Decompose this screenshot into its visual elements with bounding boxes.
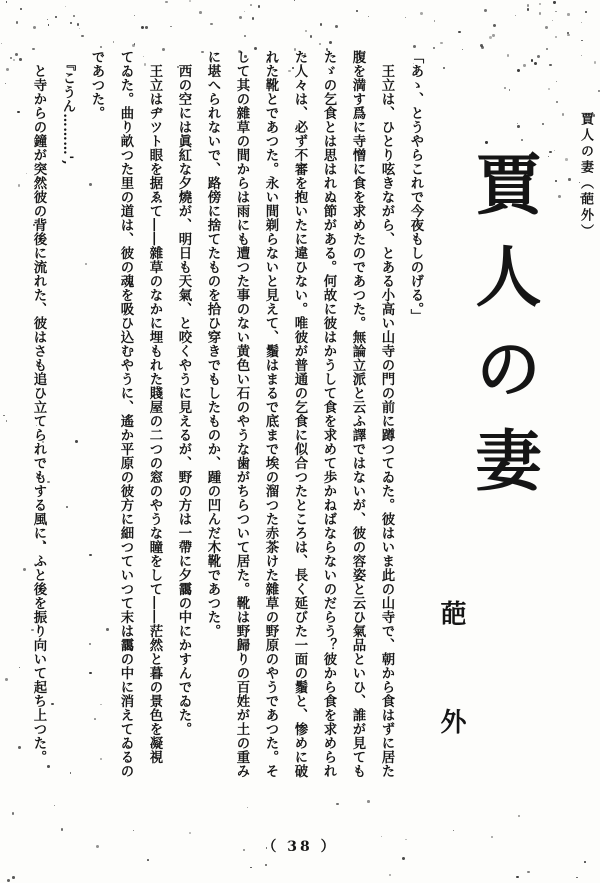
speckle (65, 6, 66, 7)
speckle (537, 55, 540, 58)
speckle (516, 876, 518, 878)
speckle (485, 141, 487, 143)
speckle (546, 48, 549, 51)
speckle (517, 125, 520, 128)
speckle (48, 24, 50, 26)
text-column: 西の空には眞紅な夕燒が、明日も天氣、と咬くやうに見えるが、野の方は一帶に夕靄の中にかすんでゐた。 (176, 50, 192, 736)
author-name: 葩外 (436, 600, 466, 816)
speckle (17, 111, 20, 114)
speckle (170, 26, 172, 28)
speckle (199, 11, 202, 14)
speckle (493, 24, 496, 27)
speckle (12, 876, 15, 879)
speckle (33, 26, 36, 29)
speckle (555, 11, 557, 13)
speckle (6, 68, 9, 71)
speckle (61, 828, 63, 830)
speckle (81, 35, 83, 37)
speckle (79, 28, 80, 29)
speckle (585, 11, 588, 14)
speckle (239, 16, 242, 19)
speckle (440, 42, 443, 45)
speckle (504, 87, 505, 88)
speckle (15, 53, 18, 56)
speckle (548, 156, 549, 157)
speckle (489, 36, 492, 39)
speckle (252, 17, 255, 20)
speckle (527, 4, 530, 7)
speckle (356, 10, 358, 12)
text-column: てゐた。曲り畝つた里の道は、彼の魂を吸ひ込むやうに、遙か平原の彼方に細つていつて末は靄の中に消えてゐるの (118, 50, 134, 778)
text-column: 王立はヂツト眼を据ゑて――雜草のなかに埋もれた賤屋の二つの窓のやうな瞳をして――茫然と暮の景色を凝視 (147, 50, 163, 764)
speckle (402, 857, 405, 860)
speckle (405, 17, 406, 18)
speckle (73, 15, 75, 17)
speckle (250, 867, 252, 869)
speckle (113, 41, 115, 43)
text-column: と寺からの鐘が突然彼の背後に流れた、彼はさも追ひ立てられでもする風に、ふと後を振り向いて起ち上つた。 (31, 50, 47, 764)
speckle (507, 54, 509, 56)
text-column: 「あゝ、とうやらこれで今夜もしのげる。」 (408, 50, 424, 324)
speckle (549, 64, 552, 67)
speckle (189, 0, 191, 2)
speckle (581, 55, 582, 56)
speckle (294, 0, 295, 1)
speckle (145, 26, 148, 29)
text-column: れた靴とであつた。永い間剃らないと見えて、鬚はまるで底まで埃の溜つた赤茶けた雜草の野原のやうであつた。そ (263, 50, 279, 778)
speckle (16, 21, 19, 24)
text-column: 腹を満す爲に寺憎に食を求めたのであつた。無論立派と云ふ譯ではないが、彼の容姿と云ひ氣品といひ、誰が見ても (350, 50, 366, 778)
speckle (244, 35, 246, 37)
speckle (453, 830, 454, 831)
speckle (521, 139, 522, 140)
speckle (548, 88, 550, 90)
speckle (568, 178, 570, 180)
speckle (77, 23, 80, 26)
text-column: 王立は、ひとり呟きながら、とある小高い山寺の門の前に蹲つてゐた。彼はいま此の山寺で、朝から食はずに居た (379, 50, 395, 778)
text-column: して其の雜草の間からは雨にも遭つた事のない黄色い石のやうな歯がちらついて居た。靴は野歸りの百姓が土の重み (234, 50, 250, 778)
speckle (320, 23, 323, 26)
speckle (553, 1, 555, 3)
speckle (562, 113, 565, 116)
speckle (3, 415, 4, 416)
speckle (539, 3, 542, 6)
speckle (420, 12, 423, 15)
speckle (244, 11, 245, 12)
speckle (484, 9, 487, 12)
speckle (6, 1, 7, 2)
speckle (55, 16, 57, 18)
speckle (433, 47, 435, 49)
speckle (555, 36, 557, 38)
text-column: 『こうん………', (60, 50, 76, 166)
speckle (531, 59, 534, 62)
speckle (576, 877, 578, 879)
speckle (413, 45, 416, 48)
speckle (523, 64, 525, 66)
speckle (518, 815, 520, 817)
text-column: た人々は、必ず不審を抱いたに違ひない。唯彼が普通の乞食に似合つたところは、長く延びた一面の鬚と、惨めに破 (292, 50, 308, 778)
speckle (554, 150, 555, 151)
speckle (368, 16, 369, 17)
speckle (134, 15, 136, 17)
speckle (319, 43, 321, 45)
speckle (492, 34, 494, 36)
speckle (542, 123, 545, 126)
speckle (5, 83, 6, 84)
speckle (265, 864, 267, 866)
speckle (443, 67, 446, 70)
speckle (47, 19, 48, 20)
speckle (310, 35, 312, 37)
speckle (515, 15, 517, 17)
speckle (517, 69, 520, 72)
speckle (19, 667, 20, 668)
speckle (527, 8, 530, 11)
speckle (594, 61, 596, 63)
speckle (6, 420, 7, 421)
speckle (329, 41, 332, 44)
speckle (165, 1, 168, 4)
speckle (556, 81, 557, 82)
speckle (549, 151, 551, 153)
speckle (545, 26, 548, 29)
page-number: （ 38 ） (262, 839, 338, 855)
speckle (70, 22, 73, 25)
speckle (462, 49, 463, 50)
body-text (24, 50, 430, 810)
speckle (147, 859, 149, 861)
speckle (581, 40, 582, 41)
speckle (458, 31, 461, 34)
speckle (565, 158, 568, 161)
speckle (19, 58, 22, 61)
speckle (133, 830, 134, 831)
speckle (567, 13, 569, 15)
speckle (581, 22, 582, 23)
speckle (1, 43, 2, 44)
running-head: 賈人の妻（葩外） (578, 112, 593, 240)
speckle (335, 25, 338, 28)
speckle (558, 195, 561, 198)
speckle (434, 20, 435, 21)
speckle (189, 832, 191, 834)
speckle (100, 46, 102, 48)
speckle (527, 871, 529, 873)
speckle (305, 30, 307, 32)
speckle (250, 4, 252, 6)
speckle (534, 62, 537, 65)
text-column: たゞの乞食とは思はれぬ節がある。何故に彼はかうして食を求めて歩かねばならないのだらう？彼から食を求められ (321, 50, 337, 778)
speckle (12, 812, 15, 815)
speckle (258, 5, 260, 7)
speckle (10, 57, 12, 59)
speckle (552, 20, 553, 21)
speckle (18, 184, 20, 186)
story-title: 賈人の妻 (464, 150, 542, 518)
speckle (584, 861, 586, 863)
speckle (13, 59, 15, 61)
speckle (555, 180, 557, 182)
speckle (210, 23, 212, 25)
speckle (567, 34, 570, 37)
speckle (20, 8, 22, 10)
speckle (5, 678, 8, 681)
text-column: であつた。 (89, 50, 105, 120)
speckle (556, 101, 558, 103)
speckle (134, 43, 136, 45)
speckle (389, 874, 391, 876)
speckle (517, 123, 518, 124)
speckle (539, 12, 542, 15)
text-column: に堪へられないで、路傍に捨てたものを拾ひ穿きでもしたものか、踵の凹んだ木靴であつた。 (205, 50, 221, 638)
speckle (141, 26, 144, 29)
speckle (7, 879, 10, 882)
speckle (18, 746, 21, 749)
speckle (509, 89, 510, 90)
